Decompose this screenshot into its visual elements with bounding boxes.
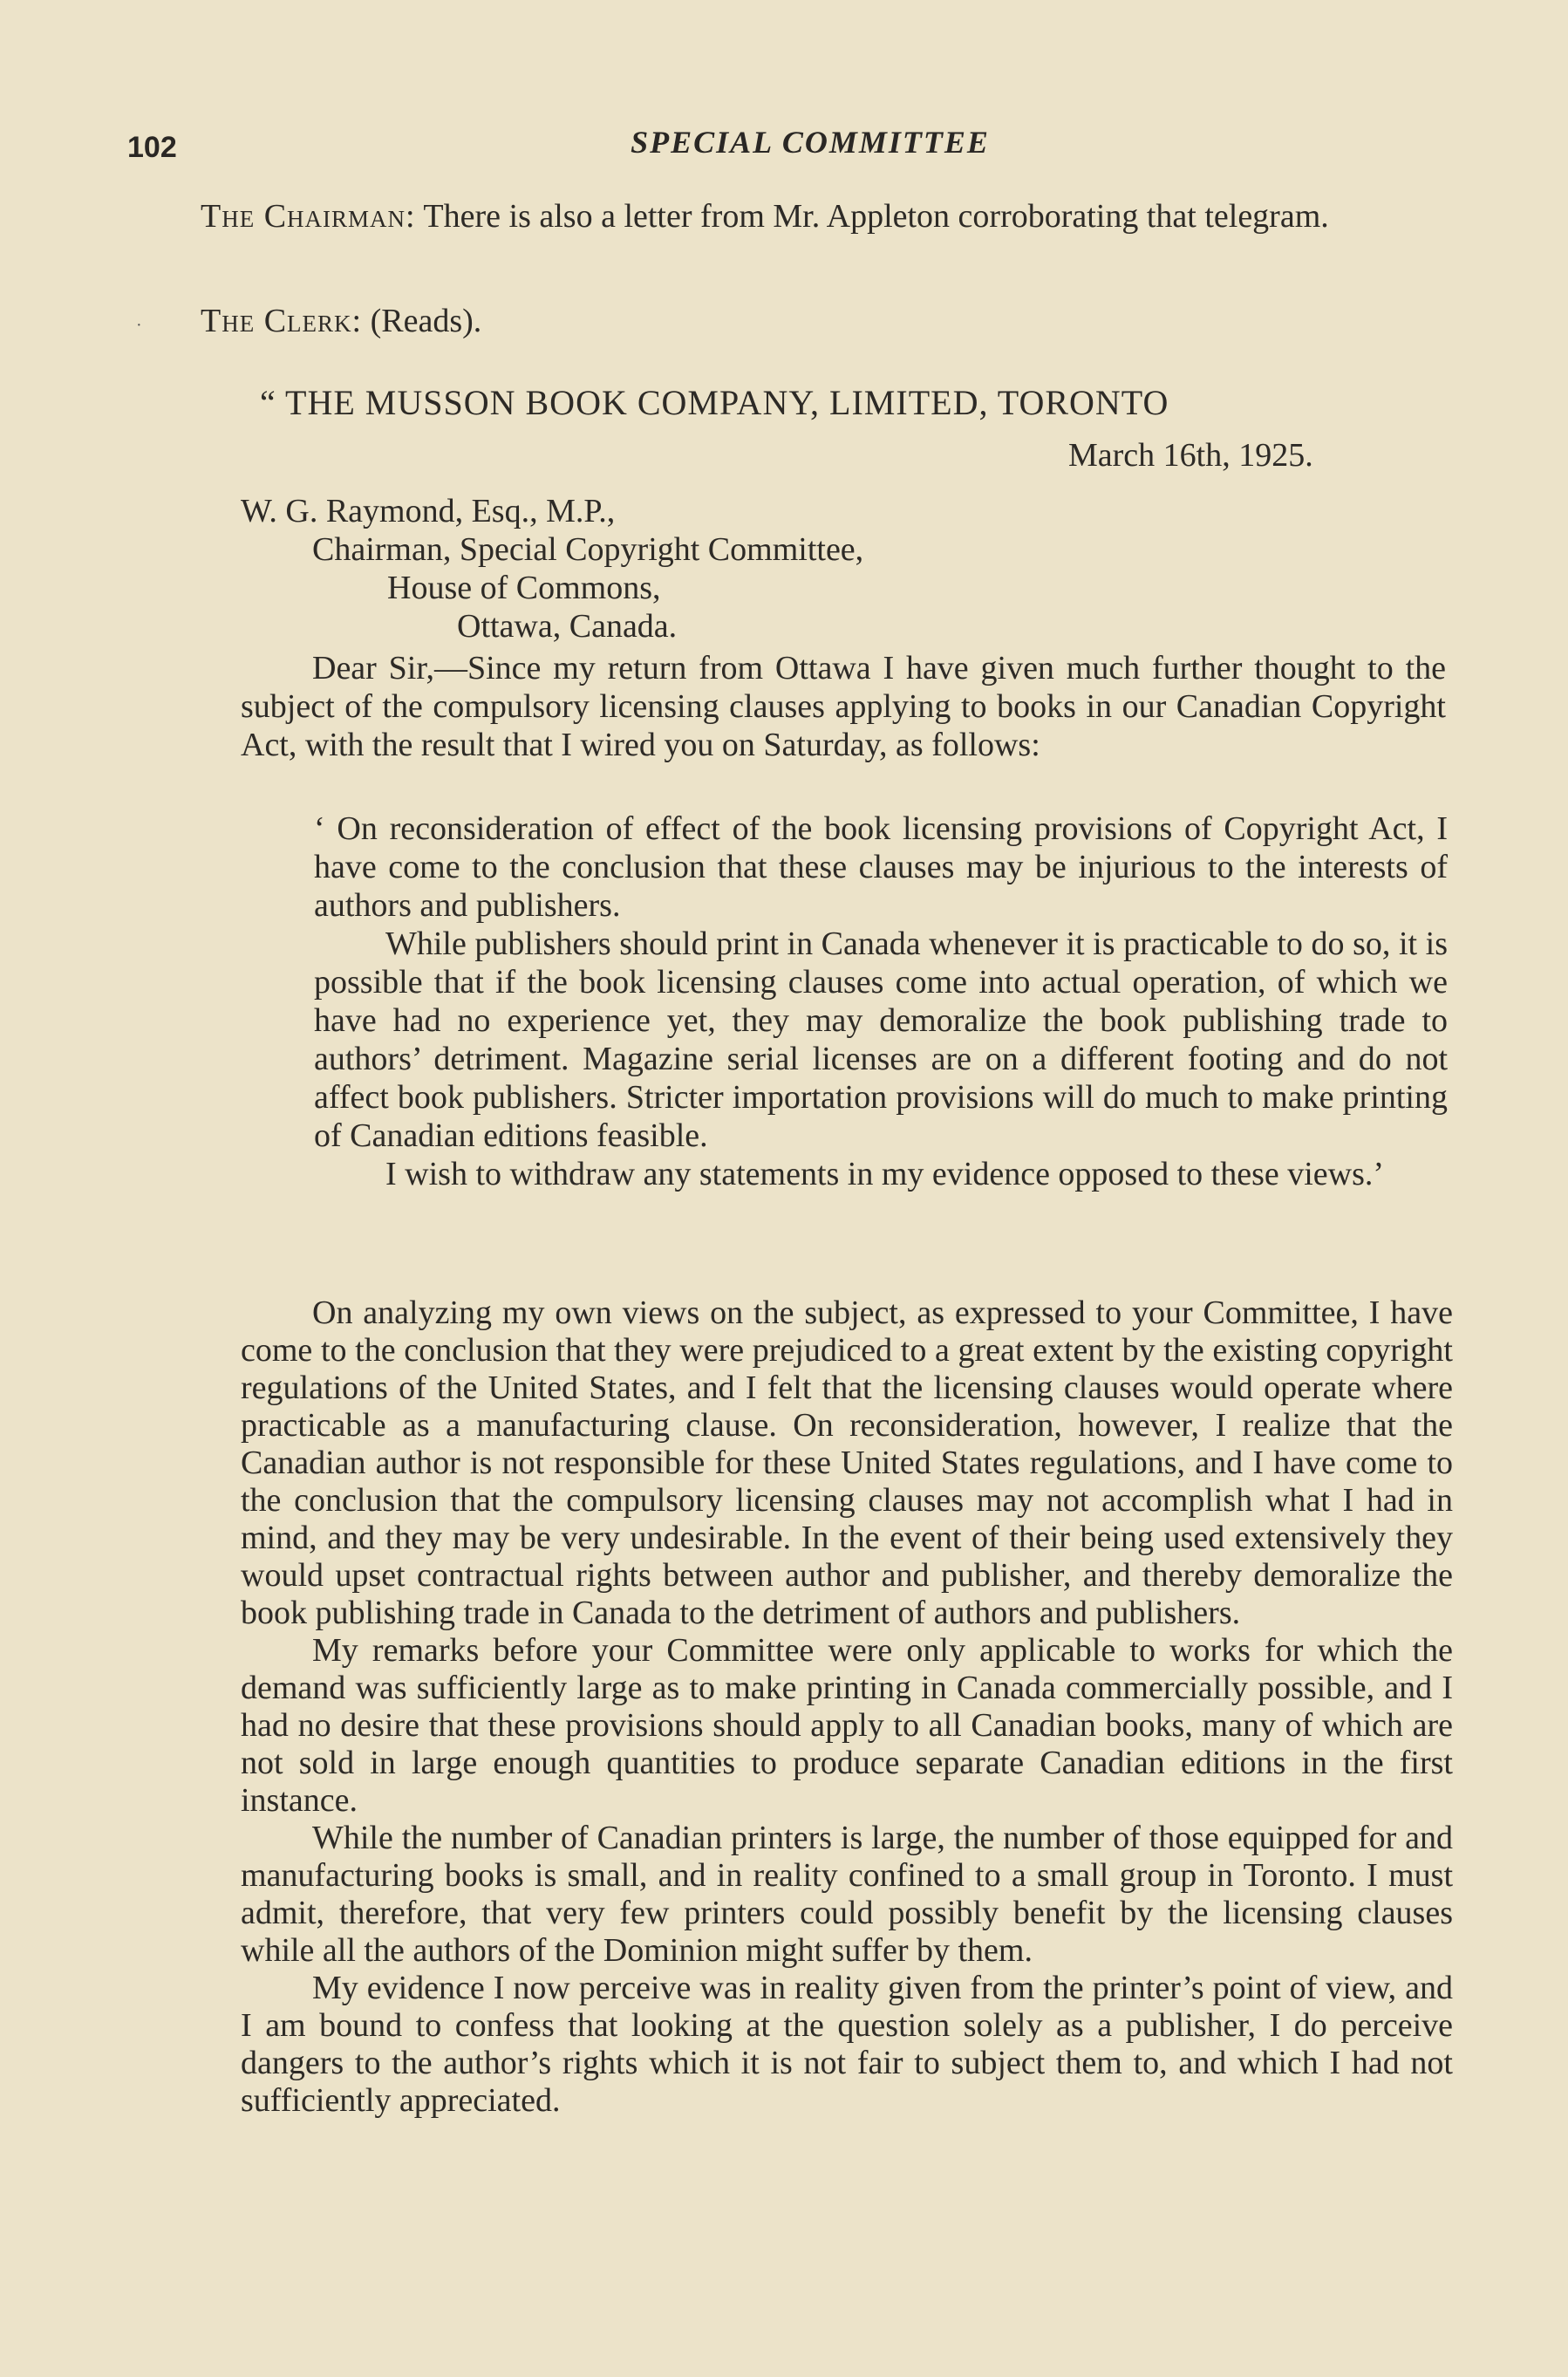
address-line: House of Commons, <box>387 570 661 606</box>
telegram-paragraph: ‘ On reconsideration of effect of the book licensing provisions of Copyright Act, I have come to the conclusion that these clauses may be injurious to the interests of authors and publishers. <box>314 810 1448 924</box>
clerk-text: (Reads). <box>362 303 482 339</box>
margin-mark: · <box>136 316 142 335</box>
chairman-paragraph <box>129 197 1446 236</box>
telegram-paragraph: I wish to withdraw any statements in my evidence opposed to these views.’ <box>385 1156 1385 1192</box>
recipient-address <box>241 492 863 645</box>
quoted-telegram <box>314 809 1448 1193</box>
body-paragraph: While the number of Canadian printers is large, the number of those equipped for and manufacturing books is small, and in reality confined to a small group in Toronto. I must admit, therefore, that very few printers could possibly benefit by the licensing clauses while all the authors of the Dominion might suffer by them. <box>241 1820 1453 1969</box>
running-title: SPECIAL COMMITTEE <box>631 125 990 160</box>
chairman-text: There is also a letter from Mr. Appleton corroborating that telegram. <box>415 198 1329 235</box>
address-line: Chairman, Special Copyright Committee, <box>312 531 864 568</box>
body-paragraph: My evidence I now perceive was in reality given from the printer’s point of view, and I am bound to confess that looking at the question solely as a publisher, I do perceive dangers to the author’s rights which it is not fair to subject them to, and which I had not sufficiently appreciated. <box>241 1970 1453 2119</box>
address-line: W. G. Raymond, Esq., M.P., <box>241 493 616 529</box>
clerk-paragraph <box>201 302 481 340</box>
letter-body <box>241 1294 1453 2120</box>
body-paragraph: My remarks before your Committee were only applicable to works for which the demand was sufficiently large as to make printing in Canada commercially possible, and I had no desire that these provisions should apply to all Canadian books, many of which are not sold in large enough quantities to produce separate Canadian editions in the first instance. <box>241 1632 1453 1819</box>
address-line: Ottawa, Canada. <box>457 608 678 645</box>
letterhead: “ THE MUSSON BOOK COMPANY, LIMITED, TORONTO <box>260 383 1169 422</box>
speaker-clerk: The Clerk: <box>201 303 363 339</box>
salutation-paragraph: Dear Sir,—Since my return from Ottawa I have given much further thought to the subject of the compulsory licensing clauses applying to books in our Canadian Copyright Act, with the result that I wired you on Saturday, as follows: <box>241 650 1446 763</box>
speaker-chairman: The Chairman: <box>201 198 416 235</box>
body-paragraph: On analyzing my own views on the subject, as expressed to your Committee, I have come to the conclusion that they were prejudiced to a great extent by the existing copyright regulations of the United States, and I felt that the licensing clauses would operate where practicable as a manufacturing clause. On reconsideration, however, I realize that the Canadian author is not responsible for these United States regulations, and I have come to the conclusion that the compulsory licensing clauses may not accomplish what I had in mind, and they may be very undesirable. In the event of their being used extensively they would upset contractual rights between author and publisher, and thereby demoralize the book publishing trade in Canada to the detriment of authors and publishers. <box>241 1294 1453 1631</box>
page-number: 102 <box>127 131 177 164</box>
letter-date: March 16th, 1925. <box>1068 437 1313 474</box>
telegram-paragraph: While publishers should print in Canada whenever it is practicable to do so, it is possible that if the book licensing clauses come into actual operation, of which we have had no experience yet, they may demoralize the book publishing trade to authors’ detriment. Magazine serial licenses are on a different footing and do not affect book publishers. Stricter importation provisions will do much to make printing of Canadian editions feasible. <box>314 926 1448 1154</box>
